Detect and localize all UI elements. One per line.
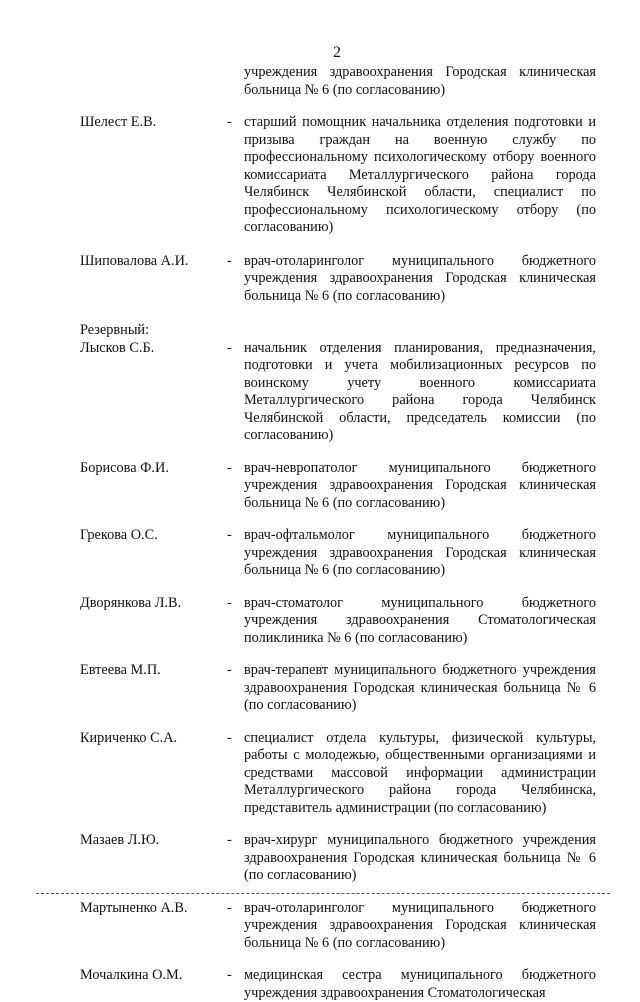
member-name: Лысков С.Б.	[80, 339, 155, 356]
page-bottom-rule	[36, 893, 610, 894]
page-number: 2	[333, 44, 341, 61]
member-entry	[80, 114, 596, 237]
separator-dash: -	[227, 114, 232, 130]
member-role: врач-отоларинголог муниципального бюджетного учреждения здравоохранения Городская клиническая больница № 6 (по согласованию)	[244, 252, 596, 304]
separator-dash: -	[227, 729, 232, 746]
separator-dash: -	[227, 832, 232, 848]
member-entry	[80, 662, 596, 715]
continuation-text	[244, 64, 596, 99]
separator-dash: -	[227, 662, 232, 678]
member-role: специалист отдела культуры, физической культуры, работы с молодежью, общественными организациями и средствами массовой информации администрации Металлургического района города Челябинска, представитель администрации (по согласованию)	[244, 729, 596, 816]
member-entry	[80, 730, 596, 818]
separator-dash: -	[227, 527, 232, 543]
member-name: Шелест Е.В.	[80, 114, 157, 130]
separator-dash: -	[227, 967, 232, 983]
member-name: Дворянкова Л.В.	[80, 594, 182, 611]
separator-dash: -	[227, 899, 232, 916]
commission-list	[80, 64, 596, 1002]
member-name: Грекова О.С.	[80, 527, 158, 543]
member-name: Евтеева М.П.	[80, 662, 161, 678]
member-role: врач-отоларинголог муниципального бюджетного учреждения здравоохранения Городская клиническая больница № 6 (по согласованию)	[244, 899, 596, 951]
member-role: начальник отделения планирования, предназначения, подготовки и учета мобилизационных ресурсов по воинскому учету военного комиссариата Металлургического района города Челябинск Челябинской области, председатель комиссии (по согласованию)	[244, 339, 596, 443]
member-entry	[80, 832, 596, 885]
separator-dash: -	[227, 252, 232, 269]
member-role: медицинская сестра муниципального бюджетного учреждения здравоохранения Стоматологическая	[244, 967, 596, 1001]
role-text: учреждения здравоохранения Городская клиническая больница № 6 (по согласованию)	[244, 64, 596, 98]
member-role: врач-офтальмолог муниципального бюджетного учреждения здравоохранения Городская клиническая больница № 6 (по согласованию)	[244, 527, 596, 578]
member-entry	[80, 900, 596, 953]
member-entry	[80, 595, 596, 648]
member-name: Шиповалова А.И.	[80, 252, 189, 269]
member-entry	[80, 460, 596, 513]
member-role: врач-терапевт муниципального бюджетного учреждения здравоохранения Городская клиническая больница № 6 (по согласованию)	[244, 662, 596, 713]
member-role: врач-стоматолог муниципального бюджетного учреждения здравоохранения Стоматологическая поликлиника № 6 (по согласованию)	[244, 594, 596, 646]
member-role: старший помощник начальника отделения подготовки и призыва граждан на военную службу по профессиональному психологическому отбору военного комиссариата Металлургического района города Челябинск Челябинской области, специалист по профессиональному психологическому отбору (по согласованию)	[244, 114, 596, 235]
separator-dash: -	[227, 459, 232, 476]
member-entry	[80, 967, 596, 1002]
separator-dash: -	[227, 594, 232, 611]
member-role: врач-хирург муниципального бюджетного учреждения здравоохранения Городская клиническая больница № 6 (по согласованию)	[244, 832, 596, 883]
member-role: врач-невропатолог муниципального бюджетного учреждения здравоохранения Городская клиническая больница № 6 (по согласованию)	[244, 459, 596, 511]
separator-dash: -	[227, 339, 232, 356]
member-entry	[80, 527, 596, 580]
member-name: Кириченко С.А.	[80, 729, 178, 746]
member-name: Мартыненко А.В.	[80, 899, 188, 916]
member-entry	[80, 253, 596, 306]
member-name: Мочалкина О.М.	[80, 967, 183, 983]
member-name: Борисова Ф.И.	[80, 459, 169, 476]
member-name: Мазаев Л.Ю.	[80, 832, 160, 848]
member-entry	[80, 340, 596, 445]
reserve-section-label: Резервный:	[80, 322, 150, 338]
